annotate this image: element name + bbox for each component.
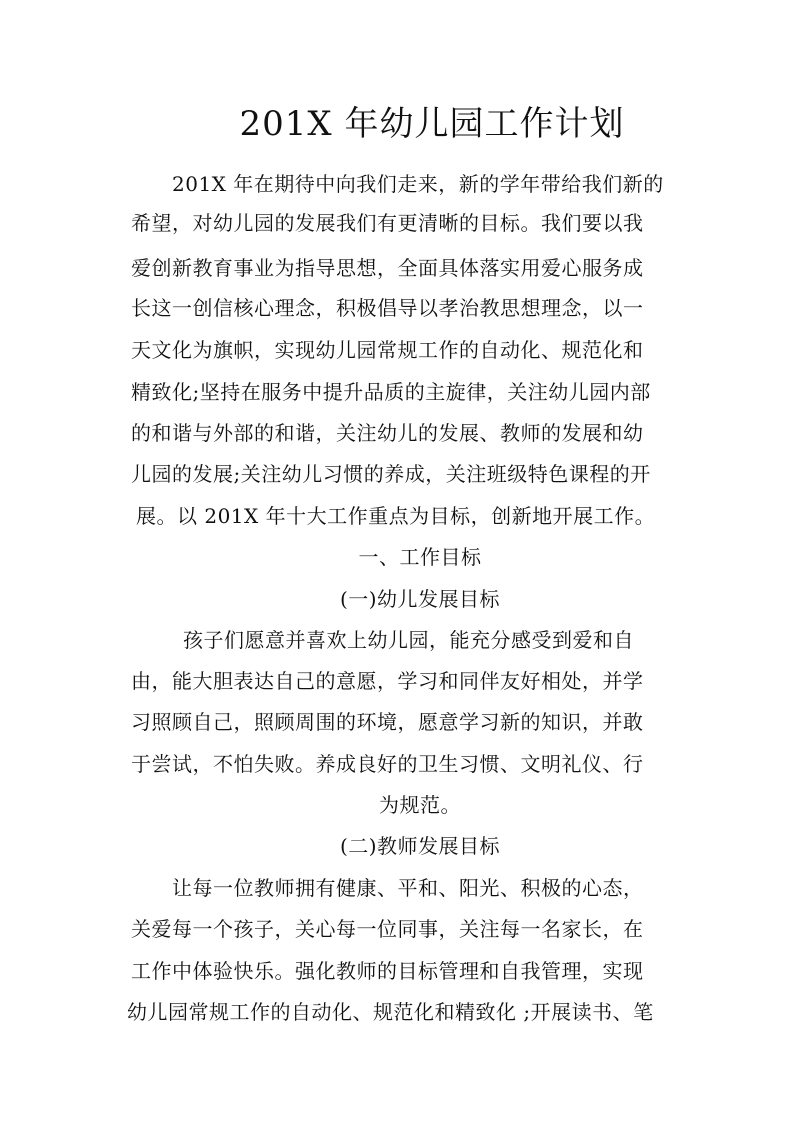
child-goals-line-4: 于尝试，不怕失败。养成良好的卫生习惯、文明礼仪、行	[131, 752, 644, 776]
document-title: 201X 年幼儿园工作计划	[239, 104, 625, 144]
intro-line-8: 儿园的发展;关注幼儿习惯的养成，关注班级特色课程的开	[131, 462, 651, 486]
intro-line-2: 希望，对幼儿园的发展我们有更清晰的目标。我们要以我	[131, 211, 644, 235]
teacher-goals-line-3: 工作中体验快乐。强化教师的目标管理和自我管理，实现	[131, 959, 644, 983]
child-goals-line-3: 习照顾自己，照顾周围的环境，愿意学习新的知识，并敢	[131, 710, 644, 734]
child-goals-line-1: 孩子们愿意并喜欢上幼儿园，能充分感受到爱和自	[183, 628, 634, 652]
teacher-goals-line-1: 让每一位教师拥有健康、平和、阳光、积极的心态，	[172, 876, 644, 900]
child-goals-line-5: 为规范。	[379, 793, 461, 817]
intro-line-1: 201X 年在期待中向我们走来，新的学年带给我们新的	[172, 172, 664, 196]
intro-line-7: 的和谐与外部的和谐，关注幼儿的发展、教师的发展和幼	[131, 421, 644, 445]
section-heading-work-goals: 一、工作目标	[358, 545, 482, 569]
intro-line-5: 天文化为旗帜，实现幼儿园常规工作的自动化、规范化和	[131, 338, 644, 362]
intro-line-4: 长这一创信核心理念，积极倡导以孝治教思想理念，以一	[131, 296, 644, 320]
child-goals-line-2: 由，能大胆表达自己的意愿，学习和同伴友好相处，并学	[131, 669, 644, 693]
intro-line-9: 展。以 201X 年十大工作重点为目标，创新地开展工作。	[136, 504, 656, 528]
subheading-teacher-goals: (二)教师发展目标	[339, 834, 501, 858]
teacher-goals-line-2: 关爱每一个孩子，关心每一位同事，关注每一名家长，在	[131, 917, 644, 941]
teacher-goals-line-4: 幼儿园常规工作的自动化、规范化和精致化 ;开展读书、笔	[127, 1000, 654, 1024]
intro-line-3: 爱创新教育事业为指导思想，全面具体落实用爱心服务成	[131, 256, 644, 280]
intro-line-6: 精致化;坚持在服务中提升品质的主旋律，关注幼儿园内部	[131, 380, 651, 404]
subheading-child-goals: (一)幼儿发展目标	[339, 587, 501, 611]
